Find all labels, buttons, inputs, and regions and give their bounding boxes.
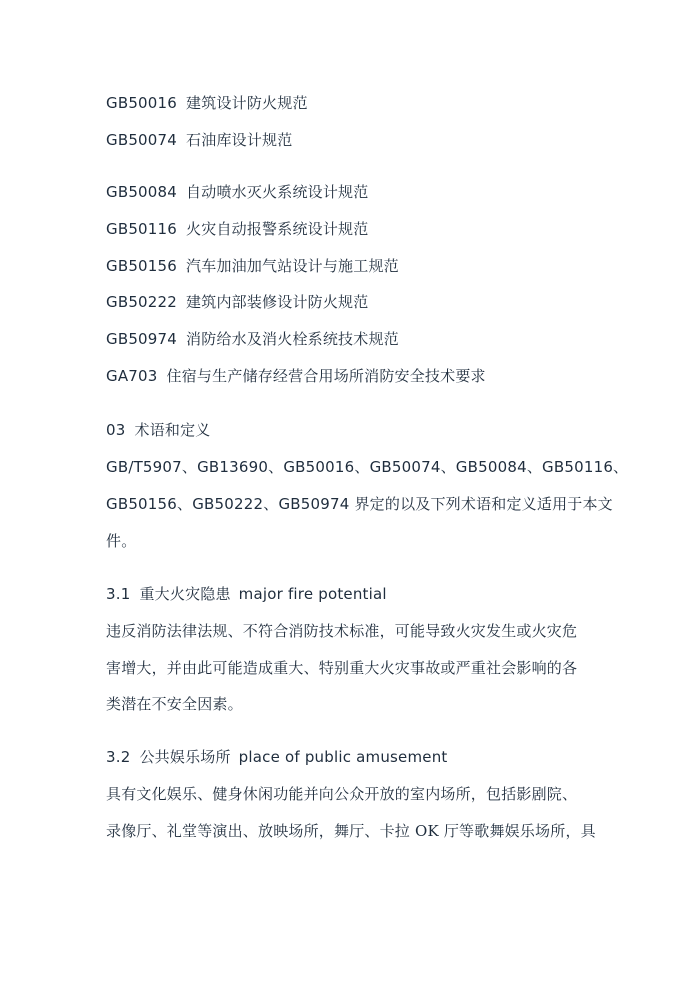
standard-code: GB50156 [106,257,178,275]
standard-item [106,329,399,349]
standard-item [106,366,486,386]
standard-title: 住宿与生产储存经营合用场所消防安全技术要求 [166,367,486,385]
standard-item [106,182,368,202]
term-number: 3.1 [106,585,131,603]
section-title: 术语和定义 [134,421,211,439]
standard-code: GB50116 [106,220,178,238]
standard-title: 石油库设计规范 [186,131,293,149]
term-chinese: 重大火灾隐患 [139,585,231,603]
standard-title: 消防给水及消火栓系统技术规范 [186,330,399,348]
standard-item [106,130,292,150]
standard-title: 建筑内部装修设计防火规范 [186,293,369,311]
paragraph-line: 具有文化娱乐、健身休闲功能并向公众开放的室内场所，包括影剧院、 [106,785,578,803]
standard-code: GA703 [106,367,158,385]
standard-title: 火灾自动报警系统设计规范 [186,220,369,238]
standard-code: GB50222 [106,293,178,311]
section-number: 03 [106,421,126,439]
standard-title: 自动喷水灭火系统设计规范 [186,183,369,201]
standard-title: 建筑设计防火规范 [186,94,308,112]
standard-item [106,93,308,113]
term-chinese: 公共娱乐场所 [139,748,231,766]
standard-title: 汽车加油加气站设计与施工规范 [186,257,399,275]
term-english: major fire potential [238,585,387,603]
paragraph-line: 件。 [106,532,137,550]
paragraph-line: 类潜在不安全因素。 [106,695,243,713]
term-number: 3.2 [106,748,131,766]
paragraph-line: 录像厅、礼堂等演出、放映场所，舞厅、卡拉 OK 厅等歌舞娱乐场所，具 [106,822,596,840]
paragraph-line: 害增大，并由此可能造成重大、特别重大火灾事故或严重社会影响的各 [106,659,578,677]
term-heading [106,747,448,767]
paragraph-line: 违反消防法律法规、不符合消防技术标准，可能导致火灾发生或火灾危 [106,622,578,640]
term-heading [106,584,387,604]
standard-code: GB50016 [106,94,178,112]
paragraph-line: GB50156、GB50222、GB50974 界定的以及下列术语和定义适用于本文 [106,495,613,513]
standard-code: GB50974 [106,330,178,348]
standard-code: GB50084 [106,183,178,201]
standard-item [106,292,368,312]
section-heading [106,420,211,440]
standard-code: GB50074 [106,131,178,149]
standard-item [106,219,368,239]
standard-item [106,256,399,276]
term-english: place of public amusement [238,748,448,766]
paragraph-line: GB/T5907、GB13690、GB50016、GB50074、GB50084、GB50116、 [106,458,629,476]
